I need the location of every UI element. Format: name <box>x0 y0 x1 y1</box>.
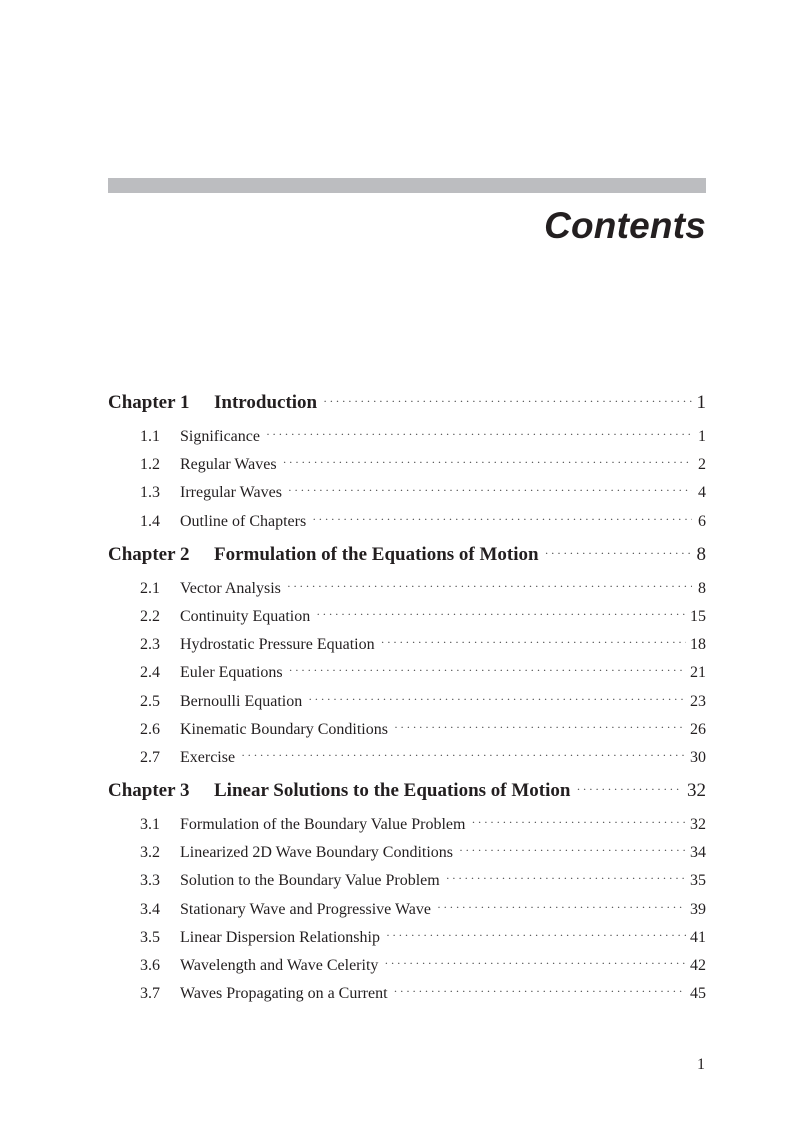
dot-leader <box>394 984 686 999</box>
dot-leader <box>308 692 686 707</box>
toc-section-1-3[interactable] <box>108 484 706 512</box>
page-title: Contents <box>544 205 706 246</box>
chapter-page: 32 <box>687 780 706 802</box>
toc-section-3-5[interactable] <box>108 929 706 957</box>
section-number: 3.2 <box>140 844 160 862</box>
dot-leader <box>459 843 686 858</box>
dot-leader <box>312 512 692 527</box>
section-page: 45 <box>690 985 706 1003</box>
section-page: 26 <box>690 720 706 738</box>
dot-leader <box>381 635 686 650</box>
section-page: 1 <box>698 428 706 445</box>
section-number: 1.1 <box>140 428 160 445</box>
toc-section-1-2[interactable] <box>108 456 706 484</box>
section-page: 39 <box>690 900 706 918</box>
toc-section-2-5[interactable] <box>108 693 706 721</box>
dot-leader <box>576 782 683 797</box>
chapter-page: 1 <box>696 392 706 413</box>
section-page: 8 <box>698 579 706 597</box>
toc-section-2-3[interactable] <box>108 636 706 664</box>
section-number: 3.5 <box>140 928 160 946</box>
toc-section-3-1[interactable] <box>108 816 706 844</box>
section-title: Continuity Equation <box>180 607 311 625</box>
section-title: Stationary Wave and Progressive Wave <box>180 900 431 918</box>
section-title: Exercise <box>180 748 236 766</box>
dot-leader <box>283 455 692 470</box>
section-number: 1.4 <box>140 512 160 530</box>
section-page: 2 <box>698 456 706 474</box>
chapter-page: 8 <box>696 543 706 565</box>
section-number: 2.1 <box>140 579 160 597</box>
toc-section-3-7[interactable] <box>108 985 706 1013</box>
section-number: 2.5 <box>140 692 160 710</box>
section-title: Solution to the Boundary Value Problem <box>180 872 440 890</box>
section-title: Vector Analysis <box>180 579 281 597</box>
section-title: Waves Propagating on a Current <box>180 985 388 1003</box>
section-title: Significance <box>180 428 260 445</box>
section-title: Bernoulli Equation <box>180 692 303 710</box>
toc-section-2-7[interactable] <box>108 749 706 777</box>
toc-section-3-4[interactable] <box>108 901 706 929</box>
toc-chapter-1[interactable] <box>108 392 706 428</box>
section-page: 18 <box>690 636 706 654</box>
section-page: 35 <box>690 872 706 890</box>
toc-chapter-2[interactable] <box>108 544 706 580</box>
toc-section-1-1[interactable] <box>108 428 706 456</box>
toc-section-3-3[interactable] <box>108 872 706 900</box>
section-title: Euler Equations <box>180 664 283 682</box>
dot-leader <box>437 900 686 915</box>
toc-section-2-4[interactable] <box>108 664 706 692</box>
dot-leader <box>288 483 692 498</box>
chapter-title: Introduction <box>214 392 318 413</box>
dot-leader <box>384 956 686 971</box>
section-number: 2.4 <box>140 664 160 682</box>
dot-leader <box>545 546 692 561</box>
section-page: 4 <box>698 484 706 502</box>
section-page: 30 <box>690 748 706 766</box>
section-page: 15 <box>690 607 706 625</box>
section-page: 32 <box>690 816 706 834</box>
dot-leader <box>446 871 686 886</box>
section-number: 3.4 <box>140 900 160 918</box>
section-number: 3.1 <box>140 816 160 834</box>
section-page: 42 <box>690 957 706 974</box>
section-page: 41 <box>690 928 706 946</box>
toc-chapter-3[interactable] <box>108 780 706 816</box>
section-number: 3.6 <box>140 957 160 974</box>
dot-leader <box>287 579 692 594</box>
section-title: Irregular Waves <box>180 484 282 502</box>
section-number: 1.3 <box>140 484 160 502</box>
section-number: 2.2 <box>140 607 160 625</box>
chapter-title: Linear Solutions to the Equations of Motion <box>214 780 571 802</box>
section-title: Linear Dispersion Relationship <box>180 928 380 946</box>
table-of-contents <box>108 392 706 1013</box>
dot-leader <box>471 815 686 830</box>
dot-leader <box>289 663 686 678</box>
section-title: Hydrostatic Pressure Equation <box>180 636 375 654</box>
section-page: 23 <box>690 692 706 710</box>
section-page: 21 <box>690 664 706 682</box>
chapter-number: Chapter 3 <box>108 780 190 802</box>
dot-leader <box>316 607 686 622</box>
page-number: 1 <box>697 1056 705 1073</box>
toc-section-3-6[interactable] <box>108 957 706 985</box>
section-number: 1.2 <box>140 456 160 474</box>
section-number: 2.6 <box>140 720 160 738</box>
section-title: Outline of Chapters <box>180 512 307 530</box>
section-title: Wavelength and Wave Celerity <box>180 957 379 974</box>
dot-leader <box>266 427 692 442</box>
chapter-number: Chapter 2 <box>108 543 190 565</box>
toc-section-3-2[interactable] <box>108 844 706 872</box>
section-page: 34 <box>690 844 706 862</box>
section-title: Linearized 2D Wave Boundary Conditions <box>180 844 454 862</box>
section-page: 6 <box>698 512 706 530</box>
dot-leader <box>386 928 686 943</box>
toc-section-2-6[interactable] <box>108 721 706 749</box>
section-title: Regular Waves <box>180 456 277 474</box>
section-number: 3.7 <box>140 985 160 1003</box>
section-title: Formulation of the Boundary Value Problem <box>180 816 466 834</box>
section-number: 2.3 <box>140 636 160 654</box>
dot-leader <box>241 748 686 763</box>
header-rule <box>108 178 706 193</box>
dot-leader <box>394 720 686 735</box>
section-number: 3.3 <box>140 872 160 890</box>
chapter-title: Formulation of the Equations of Motion <box>214 543 539 565</box>
toc-section-2-2[interactable] <box>108 608 706 636</box>
section-number: 2.7 <box>140 748 160 766</box>
section-title: Kinematic Boundary Conditions <box>180 720 388 738</box>
toc-section-2-1[interactable] <box>108 580 706 608</box>
toc-section-1-4[interactable] <box>108 513 706 541</box>
dot-leader <box>323 394 692 409</box>
chapter-number: Chapter 1 <box>108 392 190 413</box>
